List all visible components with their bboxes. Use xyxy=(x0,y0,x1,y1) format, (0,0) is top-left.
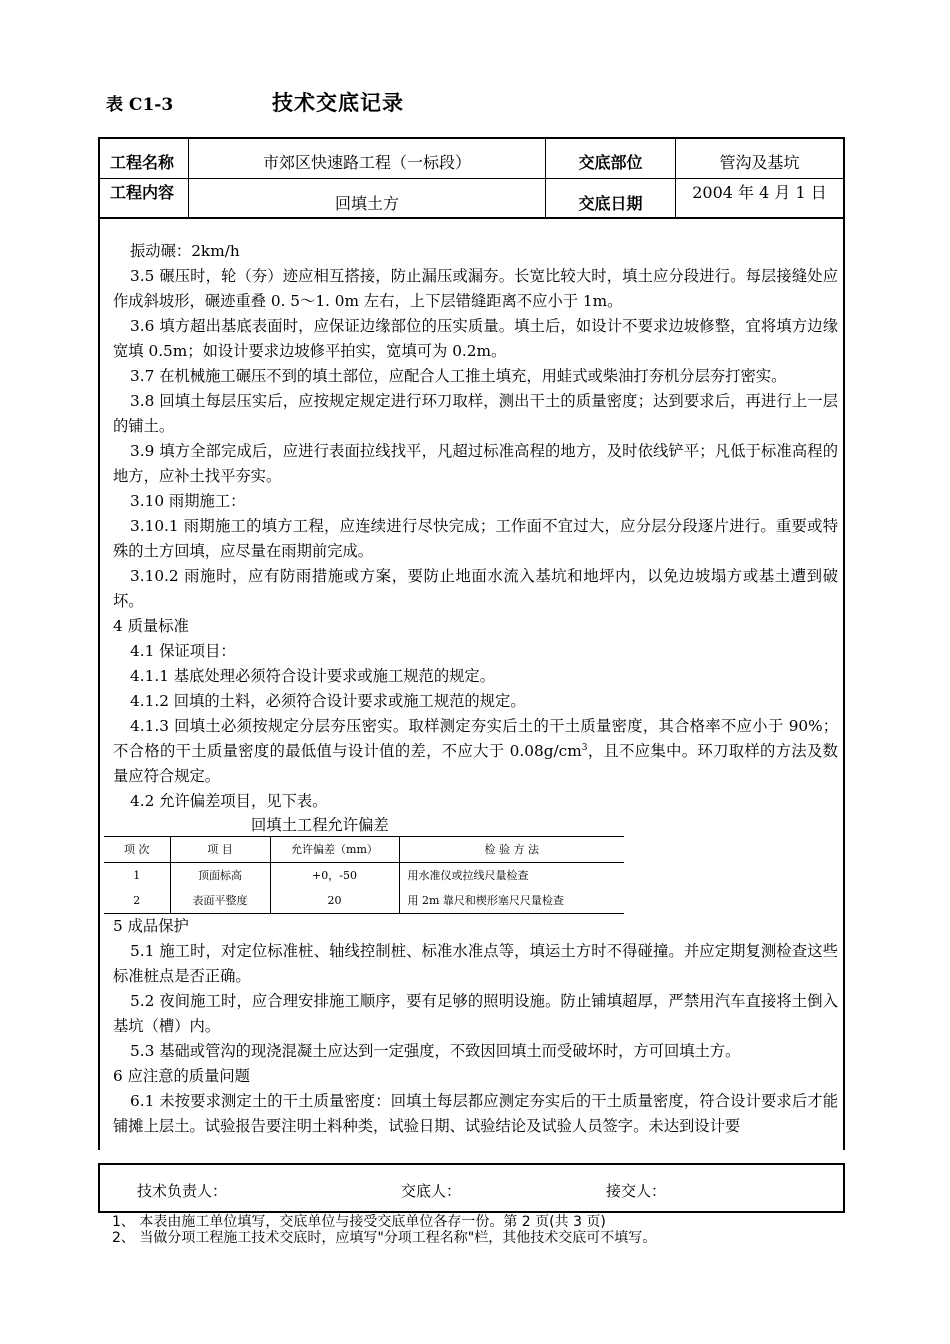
tolerance-table xyxy=(104,836,624,914)
project-name-label: 工程名称 xyxy=(110,153,175,172)
table-cell: 用 2m 靠尺和楔形塞尺尺量检查 xyxy=(399,888,624,914)
table-cell: 表面平整度 xyxy=(170,888,270,914)
paragraph: 3.10.2 雨施时，应有防雨措施或方案，要防止地面水流入基坑和地坪内，以免边坡塌方或基土遭到破坏。 xyxy=(113,567,838,610)
section-heading: 4 质量标准 xyxy=(113,617,189,635)
paragraph: 4.1 保证项目： xyxy=(130,642,236,660)
paragraph: 3.5 碾压时，轮（夯）迹应相互搭接，防止漏压或漏夯。长宽比较大时，填土应分段进行。每层接缝处应作成斜坡形，碾迹重叠 0. 5～1. 0m 左右，上下层错缝距离不应小于 1m。 xyxy=(113,267,838,310)
header-table xyxy=(98,137,845,219)
paragraph xyxy=(113,714,838,789)
paragraph: 振动碾：2km/h xyxy=(130,242,240,260)
paragraph: 3.7 在机械施工碾压不到的填土部位，应配合人工推土填充，用蛙式或柴油打夯机分层夯打密实。 xyxy=(130,367,787,385)
paragraph: 4.1.2 回填的土料，必须符合设计要求或施工规范的规定。 xyxy=(130,692,526,710)
paragraph: 3.8 回填土每层压实后，应按规定规定进行环刀取样，测出干土的质量密度；达到要求后，再进行上一层的铺土。 xyxy=(113,392,838,435)
disclosure-content xyxy=(113,239,838,1139)
footnote: 1、 本表由施工单位填写，交底单位与接受交底单位各存一份。第 2 页(共 3 页) xyxy=(112,1214,606,1230)
paragraph: 3.10 雨期施工： xyxy=(130,492,246,510)
date-label: 交底日期 xyxy=(578,194,643,213)
paragraph: 5.1 施工时，对定位标准桩、轴线控制桩、标准水准点等，填运土方时不得碰撞。并应定期复测检查这些标准桩点是否正确。 xyxy=(113,942,838,985)
paragraph: 3.6 填方超出基底表面时，应保证边缘部位的压实质量。填土后，如设计不要求边坡修整，宜将填方边缘宽填 0.5m；如设计要求边坡修平拍实，宽填可为 0.2m。 xyxy=(113,317,838,360)
tech-lead-signature: 技术负责人： xyxy=(137,1182,228,1200)
content-value: 回填土方 xyxy=(334,194,399,213)
table-cell: 2 xyxy=(104,888,170,914)
table-caption: 回填土工程允许偏差 xyxy=(251,816,389,834)
column-header: 项 次 xyxy=(104,837,170,863)
footnote: 2、 当做分项工程施工技术交底时，应填写"分项工程名称"栏，其他技术交底可不填写。 xyxy=(112,1230,657,1246)
column-header: 项 目 xyxy=(170,837,270,863)
page-title: 技术交底记录 xyxy=(272,90,404,115)
table-row xyxy=(104,863,624,889)
paragraph: 4.1.1 基底处理必须符合设计要求或施工规范的规定。 xyxy=(130,667,496,685)
content-label: 工程内容 xyxy=(110,183,175,202)
superscript: 3 xyxy=(581,742,588,753)
table-row xyxy=(104,888,624,914)
section-heading: 5 成品保护 xyxy=(113,917,189,935)
table-header-row xyxy=(104,837,624,863)
table-cell: +0，-50 xyxy=(270,863,399,889)
section-heading: 6 应注意的质量问题 xyxy=(113,1067,250,1085)
table-cell: 20 xyxy=(270,888,399,914)
paragraph: 3.9 填方全部完成后，应进行表面拉线找平，凡超过标准高程的地方，及时依线铲平；凡低于标准高程的地方，应补土找平夯实。 xyxy=(113,442,838,485)
paragraph-part: ，且不应集中。环刀取样的方法及数量应符合规定。 xyxy=(113,742,838,785)
paragraph: 4.2 允许偏差项目，见下表。 xyxy=(130,792,328,810)
column-header: 允许偏差（mm） xyxy=(270,837,399,863)
date-value: 2004 年 4 月 1 日 xyxy=(692,183,827,202)
paragraph: 5.3 基础或管沟的现浇混凝土应达到一定强度，不致因回填土而受破坏时，方可回填土方。 xyxy=(130,1042,741,1060)
project-name-value: 市郊区快速路工程（一标段） xyxy=(262,153,471,172)
paragraph: 6.1 未按要求测定土的干土质量密度：回填土每层都应测定夯实后的干土质量密度，符合设计要求后才能铺摊上层土。试验报告要注明土料种类，试验日期、试验结论及试验人员签字。未达到设计要 xyxy=(113,1092,838,1135)
location-value: 管沟及基坑 xyxy=(719,153,800,172)
discloser-signature: 交底人： xyxy=(401,1182,462,1200)
table-cell: 用水准仪或拉线尺量检查 xyxy=(399,863,624,889)
form-number: 表 C1-3 xyxy=(106,95,174,115)
column-header: 检 验 方 法 xyxy=(399,837,624,863)
paragraph-part: 4.1.3 回填土必须按规定分层夯压密实。取样测定夯实后土的干土质量密度，其合格率不应小于 90%；不合格的干土质量密度的最低值与设计值的差，不应大于 0.08g/cm xyxy=(113,717,838,760)
paragraph: 5.2 夜间施工时，应合理安排施工顺序，要有足够的照明设施。防止铺填超厚，严禁用汽车直接将土倒入基坑（槽）内。 xyxy=(113,992,838,1035)
receiver-signature: 接交人： xyxy=(606,1182,667,1200)
table-cell: 顶面标高 xyxy=(170,863,270,889)
location-label: 交底部位 xyxy=(578,153,643,172)
paragraph: 3.10.1 雨期施工的填方工程，应连续进行尽快完成；工作面不宜过大，应分层分段逐片进行。重要或特殊的土方回填，应尽量在雨期前完成。 xyxy=(113,517,838,560)
table-cell: 1 xyxy=(133,869,141,882)
